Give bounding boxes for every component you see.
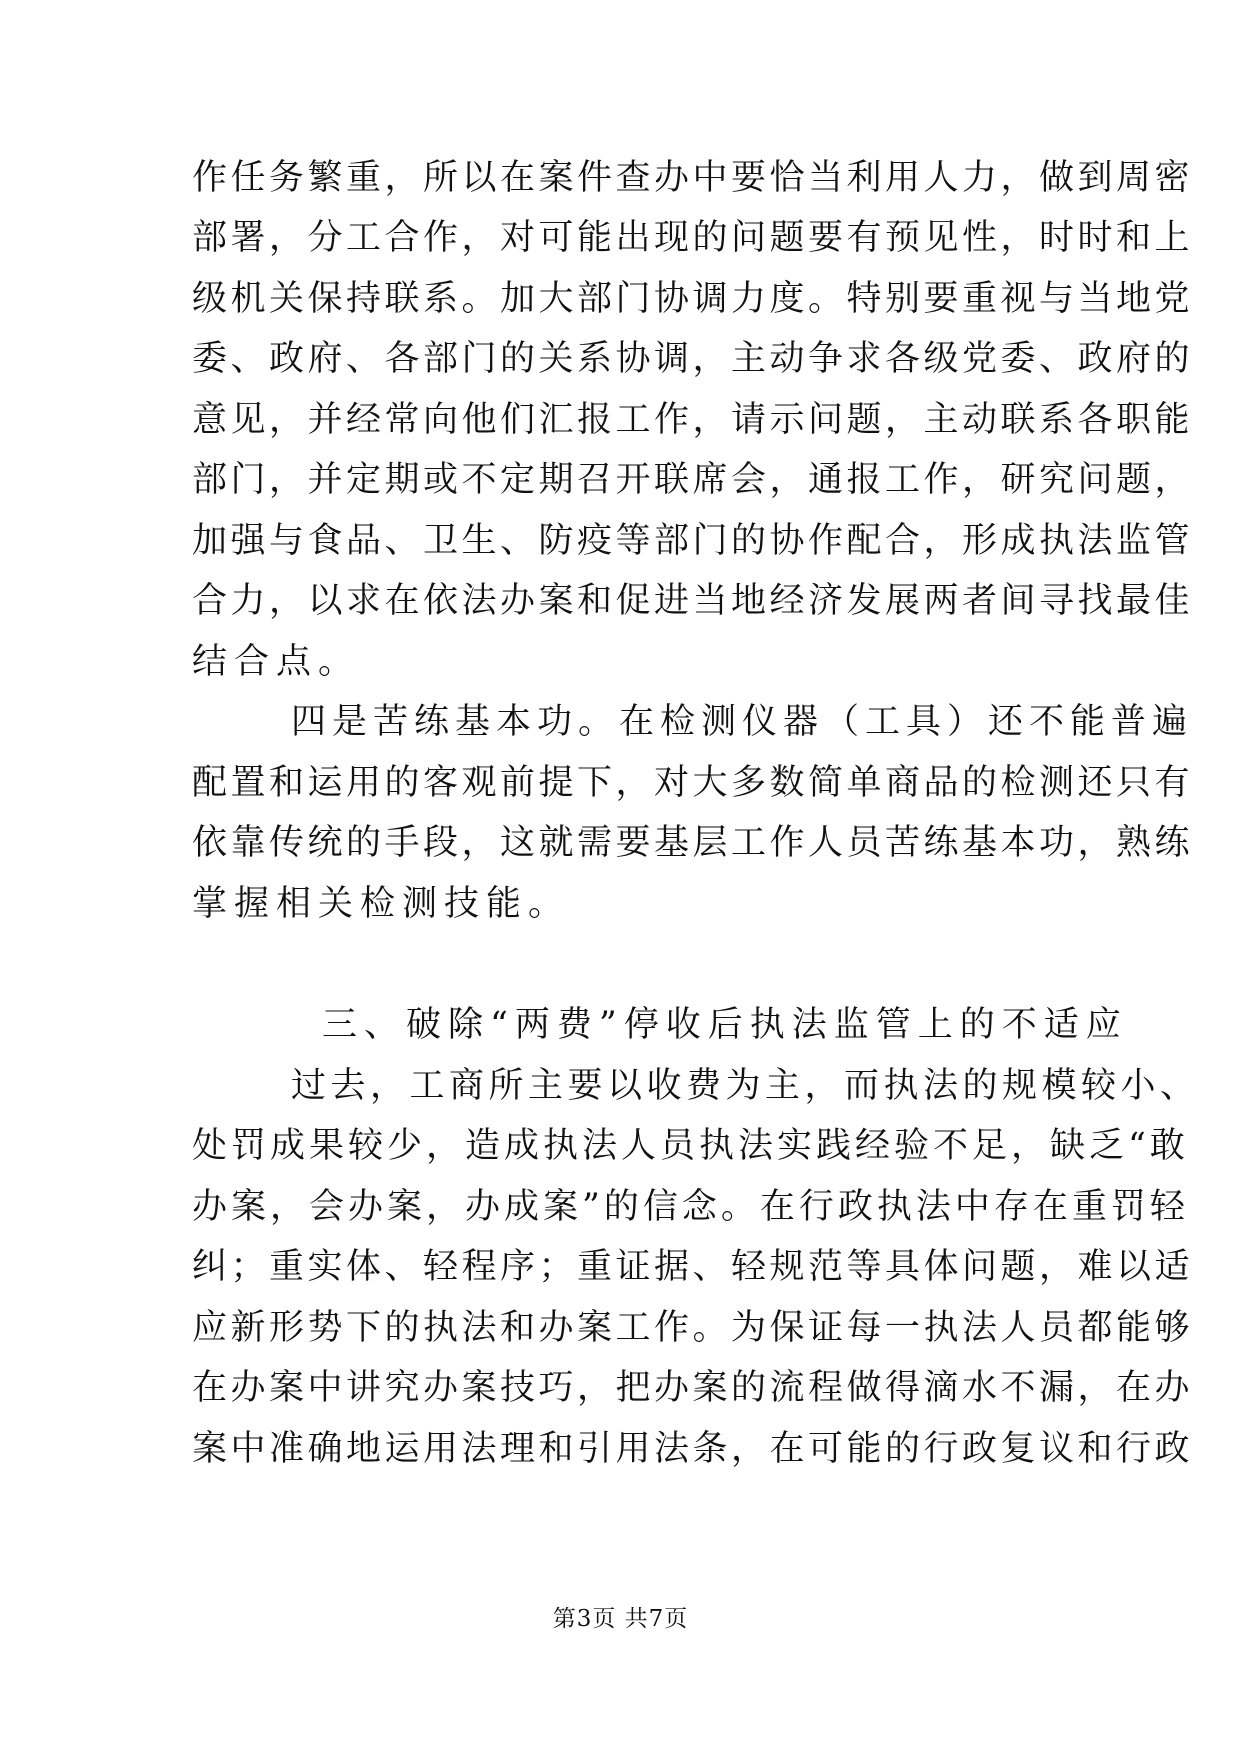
page-number-footer: 第3页 共7页 bbox=[552, 1606, 689, 1632]
body-text-line: 应新形势下的执法和办案工作。为保证每一执法人员都能够 bbox=[192, 1308, 1194, 1348]
body-text-line: 结合点。 bbox=[192, 642, 361, 682]
body-text-line: 配置和运用的客观前提下，对大多数简单商品的检测还只有 bbox=[192, 763, 1194, 803]
body-text-line: 掌握相关检测技能。 bbox=[192, 884, 571, 924]
body-text-line: 部门，并定期或不定期召开联席会，通报工作，研究问题， bbox=[192, 460, 1194, 500]
body-text-line: 部署，分工合作，对可能出现的问题要有预见性，时时和上 bbox=[192, 218, 1194, 258]
body-text-line: 级机关保持联系。加大部门协调力度。特别要重视与当地党 bbox=[192, 279, 1194, 319]
body-text-line: 作任务繁重，所以在案件查办中要恰当利用人力，做到周密 bbox=[192, 158, 1194, 198]
body-text-line: 加强与食品、卫生、防疫等部门的协作配合，形成执法监管 bbox=[192, 521, 1194, 561]
body-text-line: 意见，并经常向他们汇报工作，请示问题，主动联系各职能 bbox=[192, 400, 1194, 440]
paragraph-first-line: 过去，工商所主要以收费为主，而执法的规模较小、 bbox=[291, 1066, 1200, 1106]
section-heading: 三、破除“两费”停收后执法监管上的不适应 bbox=[322, 1005, 1128, 1045]
body-text-line: 合力，以求在依法办案和促进当地经济发展两者间寻找最佳 bbox=[192, 581, 1194, 621]
body-text-line: 在办案中讲究办案技巧，把办案的流程做得滴水不漏，在办 bbox=[192, 1368, 1194, 1408]
body-text-line: 处罚成果较少，造成执法人员执法实践经验不足，缺乏“敢 bbox=[192, 1126, 1189, 1166]
body-text-line: 依靠传统的手段，这就需要基层工作人员苦练基本功，熟练 bbox=[192, 823, 1194, 863]
body-text-line: 委、政府、各部门的关系协调，主动争求各级党委、政府的 bbox=[192, 339, 1194, 379]
body-text-line: 纠；重实体、轻程序；重证据、轻规范等具体问题，难以适 bbox=[192, 1247, 1194, 1287]
body-text-line: 办案，会办案，办成案”的信念。在行政执法中存在重罚轻 bbox=[192, 1187, 1189, 1227]
body-text-line: 案中准确地运用法理和引用法条，在可能的行政复议和行政 bbox=[192, 1429, 1194, 1469]
paragraph-first-line: 四是苦练基本功。在检测仪器（工具）还不能普遍 bbox=[291, 702, 1194, 742]
